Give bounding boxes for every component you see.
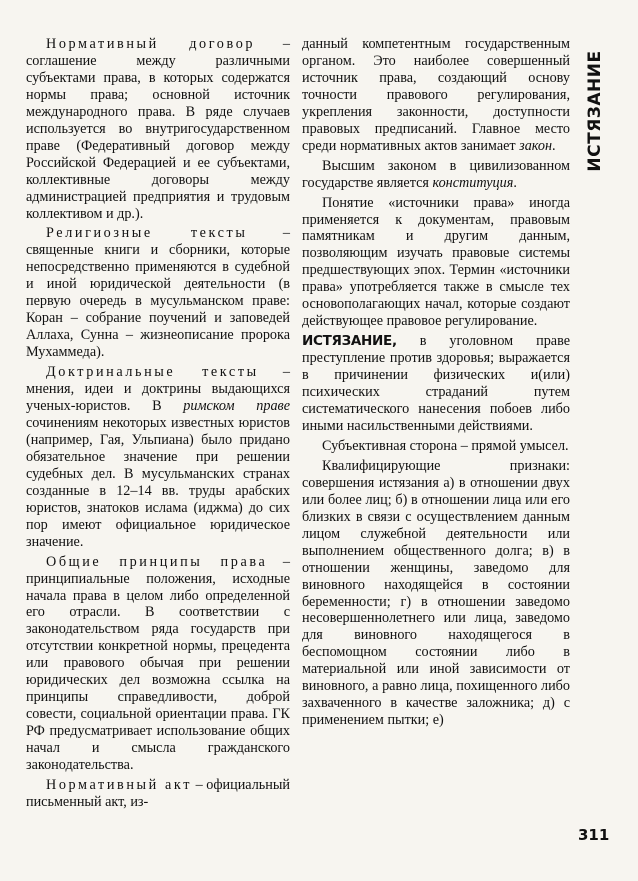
paragraph-normative-act-cont: [302, 36, 570, 155]
entry-normative-treaty: [26, 36, 290, 222]
italic-roman-law: римском праве: [183, 398, 290, 415]
section-tab: [582, 36, 608, 186]
text-qualifying-signs: Квалифицирующие признаки: совершения истязания а) в отношении двух или более лиц; б) в отношении лица или его близких в связи с осуществлением данным лицом служебной деятельности или выполнением общественного долга; в) в отношении женщины, заведомо для виновного находящейся в состоянии беременности; г) в отношении заведомо несовершеннолетнего или лица, заведомо для виновного находящегося в беспомощном состоянии либо в материальной или иной зависимости от виновного, а равно лица, похищенного либо захваченного в качестве заложника; д) с применением пытки; е): [302, 457, 570, 729]
paragraph-sources-of-law: [302, 195, 570, 331]
entry-torture: [302, 333, 570, 435]
entry-normative-act: [26, 777, 290, 811]
paragraph-qualifying-signs: [302, 458, 570, 729]
paragraph-constitution: [302, 158, 570, 192]
term-normative-act: Нормативный акт: [46, 776, 193, 793]
italic-law: закон: [519, 137, 553, 154]
headword-torture: ИСТЯЗАНИЕ,: [302, 333, 397, 350]
definition-religious-texts: – священные книги и сборники, которые непосредственно применяются в судебной и иной юридической деятельности (в первую очередь в мусульманском праве: Коран – собрание поучений и заповедей Аллаха, Сунна – жизнеописание пророка Мухаммеда).: [26, 225, 290, 361]
definition-normative-treaty: – соглашение между различными субъектами права, в которых содержатся нормы права; основной источник международного права. В ряде случаев используется во внутригосударственном праве (Федеративный договор между Российской Федерацией и ее субъектами, коллективные договоры между администрацией предприятия и трудовым коллективом и др.).: [26, 36, 290, 222]
entry-religious-texts: [26, 225, 290, 361]
term-normative-treaty: Нормативный договор: [46, 36, 256, 52]
definition-doctrinal-texts-a: – мнения, идеи и доктрины выдающихся ученых-юристов. В: [26, 364, 290, 415]
text-subjective-side: Субъективная сторона – прямой умысел.: [322, 437, 569, 454]
text-normative-act-cont: данный компетентным государственным органом. Это наиболее совершенный источник права, создающий основу точности правового регулирования, укрепления законности, доступности правовых предписаний. Главное место среди нормативных актов занимает: [302, 36, 570, 154]
definition-torture: в уголовном праве преступление против здоровья; выражается в причинении физических и(или) психических страданий путем систематического нанесения побоев либо иными насильственными действиями.: [302, 333, 570, 434]
section-tab-label: ИСТЯЗАНИЕ: [585, 50, 605, 172]
text-period: .: [513, 174, 517, 191]
right-column: [302, 36, 570, 732]
definition-general-principles: – принципиальные положения, исходные начала права в целом либо определенной его отрасли. В соответствии с законодательством ряда государств при отсутствии конкретной нормы, прецедента или правового обычая при решении юридических дел возможна ссылка на принципы справедливости, доброй совести, социальной ориентации права. ГК РФ предусматривает использование общих начал и смысла гражданского законодательства.: [26, 553, 290, 774]
paragraph-subjective-side: [302, 438, 570, 455]
entry-doctrinal-texts: [26, 364, 290, 550]
term-religious-texts: Религиозные тексты: [46, 225, 248, 242]
text-period: .: [552, 137, 556, 154]
italic-constitution: конституция: [432, 174, 514, 191]
text-constitution: Высшим законом в цивилизованном государстве является: [302, 157, 570, 191]
definition-normative-act: – официальный письменный акт, из-: [26, 776, 290, 810]
term-general-principles: Общие принципы права: [46, 553, 268, 570]
page-number: 311: [578, 826, 610, 844]
definition-doctrinal-texts-b: сочинениям некоторых известных юристов (например, Гая, Ульпиана) было придано обязательное значение при решении судебных дел. В мусульманских странах созданные в 12–14 вв. труды арабских юристов, знатоков ислама (иджма) до сих пор имеют официальное юридическое значение.: [26, 414, 290, 550]
term-doctrinal-texts: Доктринальные тексты: [46, 364, 259, 381]
entry-general-principles: [26, 554, 290, 774]
left-column: [26, 36, 290, 814]
text-sources-of-law: Понятие «источники права» иногда применяется к документам, правовым памятникам и другим данным, позволяющим изучать правовые системы предшествующих эпох. Термин «источники права» употребляется также в смысле тех основополагающих начал, которые создают действующее правовое регулирование.: [302, 194, 570, 330]
